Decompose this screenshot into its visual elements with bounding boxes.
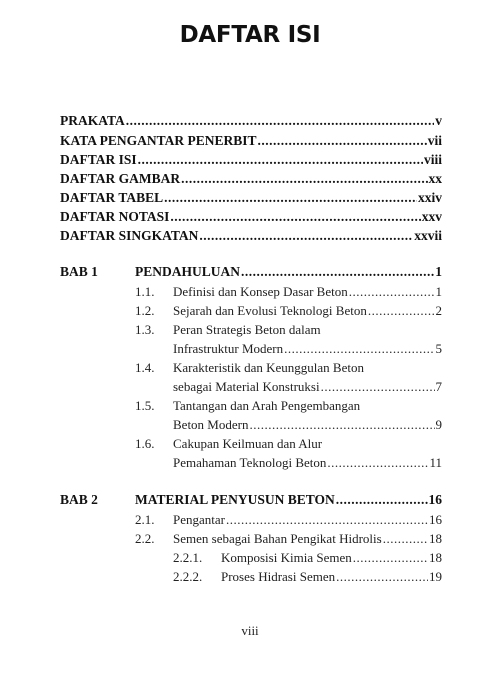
dot-leader bbox=[349, 283, 435, 300]
toc-chapter-pendahuluan[interactable] bbox=[135, 263, 442, 280]
toc-subsection-2-2-2[interactable] bbox=[221, 568, 442, 585]
section-number: 1.1. bbox=[135, 284, 155, 299]
dot-leader bbox=[226, 511, 428, 528]
toc-section-2-1[interactable] bbox=[173, 511, 442, 528]
dot-leader bbox=[327, 454, 428, 471]
toc-entry-page: viii bbox=[423, 152, 442, 167]
toc-chapter-material[interactable] bbox=[135, 491, 442, 508]
dot-leader bbox=[199, 227, 413, 244]
section-page: 7 bbox=[435, 379, 442, 394]
section-page: 9 bbox=[435, 417, 442, 432]
subsection-number: 2.2.2. bbox=[173, 569, 203, 584]
dot-leader bbox=[241, 263, 434, 280]
section-number: 1.6. bbox=[135, 436, 155, 451]
dot-leader bbox=[383, 530, 428, 547]
toc-entry-daftar-notasi[interactable] bbox=[60, 208, 442, 225]
toc-entry-page: v bbox=[435, 113, 442, 128]
toc-entry-label: DAFTAR GAMBAR bbox=[60, 171, 181, 186]
chapter-page: 16 bbox=[428, 492, 442, 507]
dot-leader bbox=[353, 549, 428, 566]
toc-entry-page: vii bbox=[427, 133, 442, 148]
dot-leader bbox=[368, 302, 435, 319]
subsection-page: 19 bbox=[429, 569, 442, 584]
dot-leader bbox=[249, 416, 434, 433]
subsection-number: 2.2.1. bbox=[173, 550, 203, 565]
toc-entry-daftar-singkatan[interactable] bbox=[60, 227, 442, 244]
section-title-line1: Cakupan Keilmuan dan Alur bbox=[173, 436, 323, 451]
page-number-footer: viii bbox=[241, 623, 259, 638]
toc-entry-label: DAFTAR SINGKATAN bbox=[60, 228, 199, 243]
toc-entry-label: DAFTAR TABEL bbox=[60, 190, 164, 205]
page-title: DAFTAR ISI bbox=[179, 22, 321, 48]
toc-entry-daftar-tabel[interactable] bbox=[60, 189, 442, 206]
section-title: Beton Modern bbox=[173, 417, 249, 432]
subsection-page: 18 bbox=[429, 550, 442, 565]
toc-entry-daftar-gambar[interactable] bbox=[60, 170, 442, 187]
section-number: 1.4. bbox=[135, 360, 155, 375]
toc-entry-prakata[interactable] bbox=[60, 112, 442, 129]
dot-leader bbox=[138, 151, 423, 168]
section-number: 2.1. bbox=[135, 512, 155, 527]
dot-leader bbox=[126, 112, 435, 129]
toc-entry-page: xxiv bbox=[417, 190, 442, 205]
section-page: 1 bbox=[435, 284, 442, 299]
toc-section-1-3[interactable] bbox=[173, 340, 442, 357]
toc-entry-label: DAFTAR ISI bbox=[60, 152, 137, 167]
section-page: 16 bbox=[429, 512, 442, 527]
section-page: 5 bbox=[435, 341, 442, 356]
section-title: Semen sebagai Bahan Pengikat Hidrolis bbox=[173, 531, 382, 546]
section-title: sebagai Material Konstruksi bbox=[173, 379, 320, 394]
section-number: 2.2. bbox=[135, 531, 155, 546]
chapter-title: PENDAHULUAN bbox=[135, 264, 241, 279]
toc-subsection-2-2-1[interactable] bbox=[221, 549, 442, 566]
dot-leader bbox=[284, 340, 434, 357]
toc-entry-label: KATA PENGANTAR PENERBIT bbox=[60, 133, 257, 148]
toc-section-1-5[interactable] bbox=[173, 416, 442, 433]
section-number: 1.2. bbox=[135, 303, 155, 318]
toc-section-2-2[interactable] bbox=[173, 530, 442, 547]
toc-section-1-6[interactable] bbox=[173, 454, 442, 471]
dot-leader bbox=[321, 378, 435, 395]
chapter-number: BAB 1 bbox=[60, 264, 98, 279]
section-page: 2 bbox=[435, 303, 442, 318]
section-number: 1.3. bbox=[135, 322, 155, 337]
subsection-title: Komposisi Kimia Semen bbox=[221, 550, 352, 565]
section-title: Infrastruktur Modern bbox=[173, 341, 284, 356]
toc-entry-daftar-isi[interactable] bbox=[60, 151, 442, 168]
toc-entry-label: DAFTAR NOTASI bbox=[60, 209, 170, 224]
dot-leader bbox=[336, 568, 428, 585]
section-title-line1: Tantangan dan Arah Pengembangan bbox=[173, 398, 361, 413]
section-title: Definisi dan Konsep Dasar Beton bbox=[173, 284, 348, 299]
dot-leader bbox=[181, 170, 427, 187]
dot-leader bbox=[258, 132, 427, 149]
section-page: 11 bbox=[429, 455, 442, 470]
toc-entry-page: xx bbox=[428, 171, 442, 186]
section-title-line1: Peran Strategis Beton dalam bbox=[173, 322, 321, 337]
toc-section-1-1[interactable] bbox=[173, 283, 442, 300]
section-page: 18 bbox=[429, 531, 442, 546]
dot-leader bbox=[164, 189, 417, 206]
toc-entry-label: PRAKATA bbox=[60, 113, 125, 128]
toc-section-1-2[interactable] bbox=[173, 302, 442, 319]
section-title-line1: Karakteristik dan Keunggulan Beton bbox=[173, 360, 364, 375]
section-title: Pengantar bbox=[173, 512, 225, 527]
dot-leader bbox=[336, 491, 428, 508]
dot-leader bbox=[170, 208, 420, 225]
toc-entry-page: xxv bbox=[421, 209, 442, 224]
chapter-page: 1 bbox=[435, 264, 442, 279]
toc-entry-page: xxvii bbox=[414, 228, 442, 243]
section-title: Pemahaman Teknologi Beton bbox=[173, 455, 327, 470]
toc-entry-kata-pengantar[interactable] bbox=[60, 132, 442, 149]
subsection-title: Proses Hidrasi Semen bbox=[221, 569, 336, 584]
chapter-number: BAB 2 bbox=[60, 492, 98, 507]
section-number: 1.5. bbox=[135, 398, 155, 413]
chapter-title: MATERIAL PENYUSUN BETON bbox=[135, 492, 335, 507]
toc-section-1-4[interactable] bbox=[173, 378, 442, 395]
section-title: Sejarah dan Evolusi Teknologi Beton bbox=[173, 303, 367, 318]
